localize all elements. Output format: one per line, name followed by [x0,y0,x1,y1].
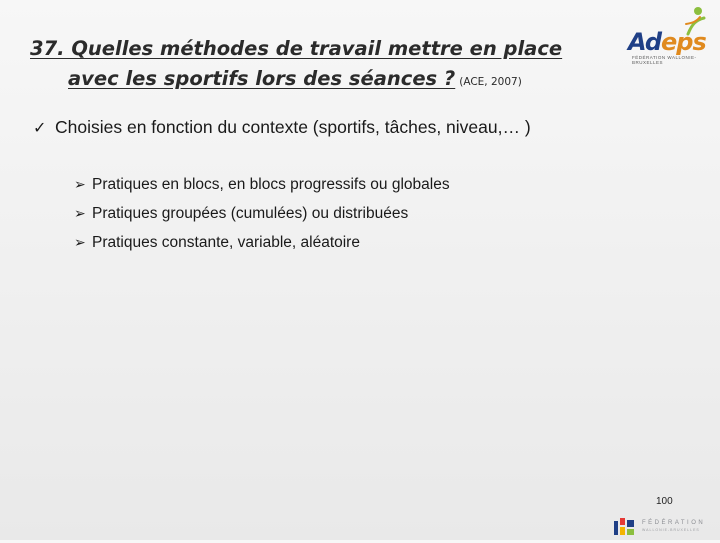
slide-title [30,34,610,97]
adeps-subtitle: FÉDÉRATION WALLONIE-BRUXELLES [632,55,697,65]
main-point-text: Choisies en fonction du contexte (sportifs, tâches, niveau,… ) [55,117,531,137]
list-item: ➢ Pratiques constante, variable, aléatoire [74,228,450,257]
arrow-bullet-icon: ➢ [74,176,86,192]
federation-logo [612,516,712,538]
checkmark-icon: ✓ [33,120,47,137]
adeps-wordmark: Adeps [628,28,706,56]
list-item: ➢ Pratiques groupées (cumulées) ou distribuées [74,199,450,228]
main-point [33,117,531,138]
adeps-logo [624,4,708,70]
arrow-bullet-icon: ➢ [74,205,86,221]
list-item: ➢ Pratiques en blocs, en blocs progressifs ou globales [74,170,450,199]
federation-sublabel: WALLONIE-BRUXELLES [642,528,700,532]
federation-label: FÉDÉRATION [642,520,706,526]
title-line-2-text: avec les sportifs lors des séances ? [68,67,456,90]
title-reference: (ACE, 2007) [459,76,522,88]
sub-points-list [74,170,450,257]
title-line-2 [30,64,610,97]
page-number: 100 [656,496,673,507]
title-line-1: 37. Quelles méthodes de travail mettre en place [30,37,563,60]
arrow-bullet-icon: ➢ [74,234,86,250]
fwb-emblem-icon [612,516,638,538]
